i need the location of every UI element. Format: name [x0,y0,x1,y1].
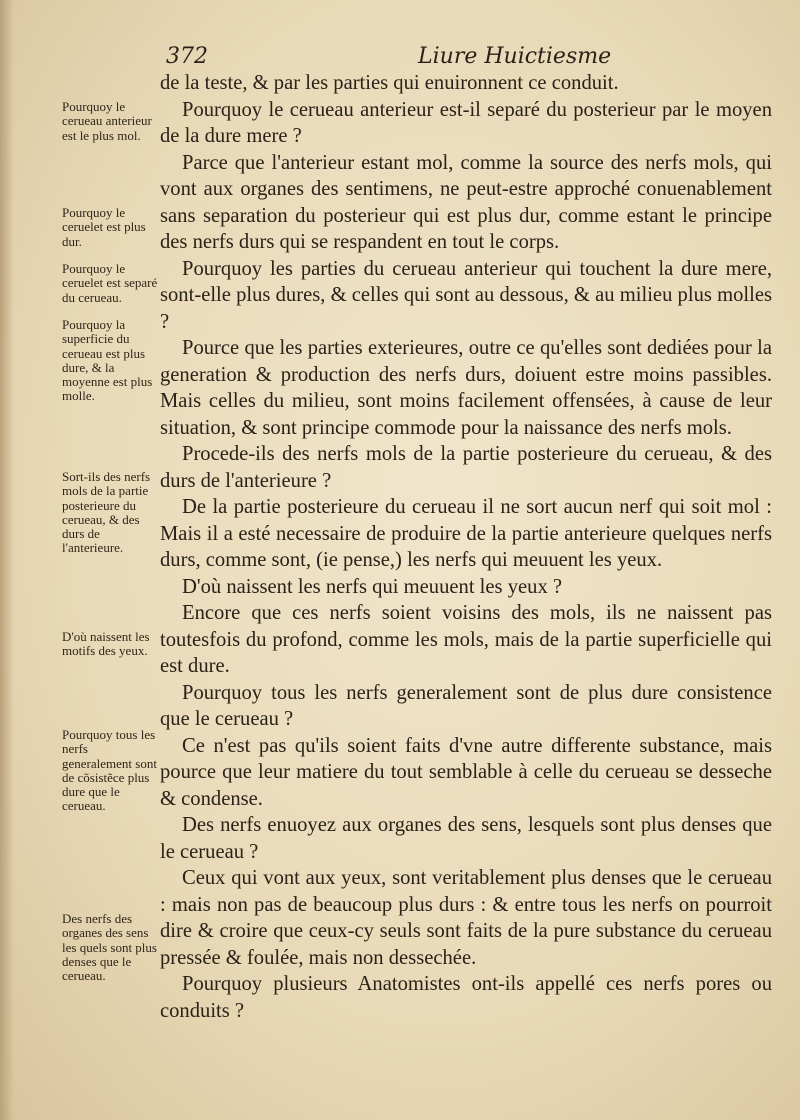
question-paragraph: Pourquoy les parties du cerueau anterieur qui touchent la dure mere, sont-elle plus dures, & celles qui sont au dessous, & au milieu plus molles ? [160,257,772,333]
running-title: Liure Huictiesme [418,44,612,69]
answer-paragraph: Encore que ces nerfs soient voisins des mols, ils ne naissent pas toutesfois du profond, comme les mols, mais de la partie superficielle qui est dure. [160,602,772,677]
margin-note: Pourquoy le cerueau anterieur est le plus mol. [62,99,152,143]
question-paragraph: Procede-ils des nerfs mols de la partie posterieure du cerueau, & des durs de l'anterieure ? [160,443,772,492]
margin-note: Des nerfs des organes des sens les quels sont plus denses que le cerueau. [62,911,157,984]
question-paragraph: Pourquoy plusieurs Anatomistes ont-ils appellé ces nerfs pores ou conduits ? [160,973,772,1022]
question-paragraph: D'où naissent les nerfs qui meuuent les yeux ? [182,575,563,598]
answer-paragraph: Ceux qui vont aux yeux, sont veritablement plus denses que le cerueau : mais non pas de beaucoup plus durs : & entre tous les nerfs on pourroit dire & croire que ceux-cy seuls sont faits de la pure substance du cerueau pressée & foulée, mais non dessechée. [160,867,772,969]
answer-paragraph: Parce que l'anterieur estant mol, comme la source des nerfs mols, qui vont aux organes des sentimens, ne peut-estre approché conuenablement sans separation du posterieur qui est plus dur, comme estant le principe des nerfs durs qui se respandent en tout le corps. [160,151,772,253]
question-paragraph: Pourquoy le cerueau anterieur est-il separé du posterieur par le moyen de la dure mere ? [160,98,772,147]
margin-note: Pourquoy tous les nerfs generalement sont de cõsistẽce plus dure que le cerueau. [62,727,157,814]
paragraph: de la teste, & par les parties qui enuironnent ce conduit. [160,72,619,94]
margin-note: Pourquoy le ceruelet est separé du cerueau. [62,261,158,305]
answer-paragraph: Ce n'est pas qu'ils soient faits d'vne autre differente substance, mais pource que leur matiere du tout semblable à celle du cerueau se desseche & condense. [160,734,772,810]
answer-paragraph: De la partie posterieure du cerueau il ne sort aucun nerf qui soit mol : Mais il a esté necessaire de produire de la partie anterieure quelques nerfs durs, comme sont, (ie pense,) les nerfs qui meuuent les yeux. [160,496,772,571]
margin-note: Pourquoy le ceruelet est plus dur. [62,205,146,249]
question-paragraph: Des nerfs enuoyez aux organes des sens, lesquels sont plus denses que le cerueau ? [160,814,772,863]
margin-note: Sort-ils des nerfs mols de la partie posterieure du cerueau, & des durs de l'anterieure. [62,469,151,556]
page-number: 372 [166,44,208,69]
margin-note: D'où naissent les motifs des yeux. [62,629,150,659]
question-paragraph: Pourquoy tous les nerfs generalement sont de plus dure consistence que le cerueau ? [160,681,772,730]
answer-paragraph: Pource que les parties exterieures, outre ce qu'elles sont dediées pour la generation & production des nerfs durs, doiuent estre moins passibles. Mais celles du milieu, sont moins facilement offensées, à cause de leur situation, & sont principe commode pour la naissance des nerfs mols. [160,337,772,439]
margin-note: Pourquoy la superficie du cerueau est plus dure, & la moyenne est plus molle. [62,317,153,404]
page-fold-shadow [0,0,14,1120]
main-text [160,70,772,1024]
